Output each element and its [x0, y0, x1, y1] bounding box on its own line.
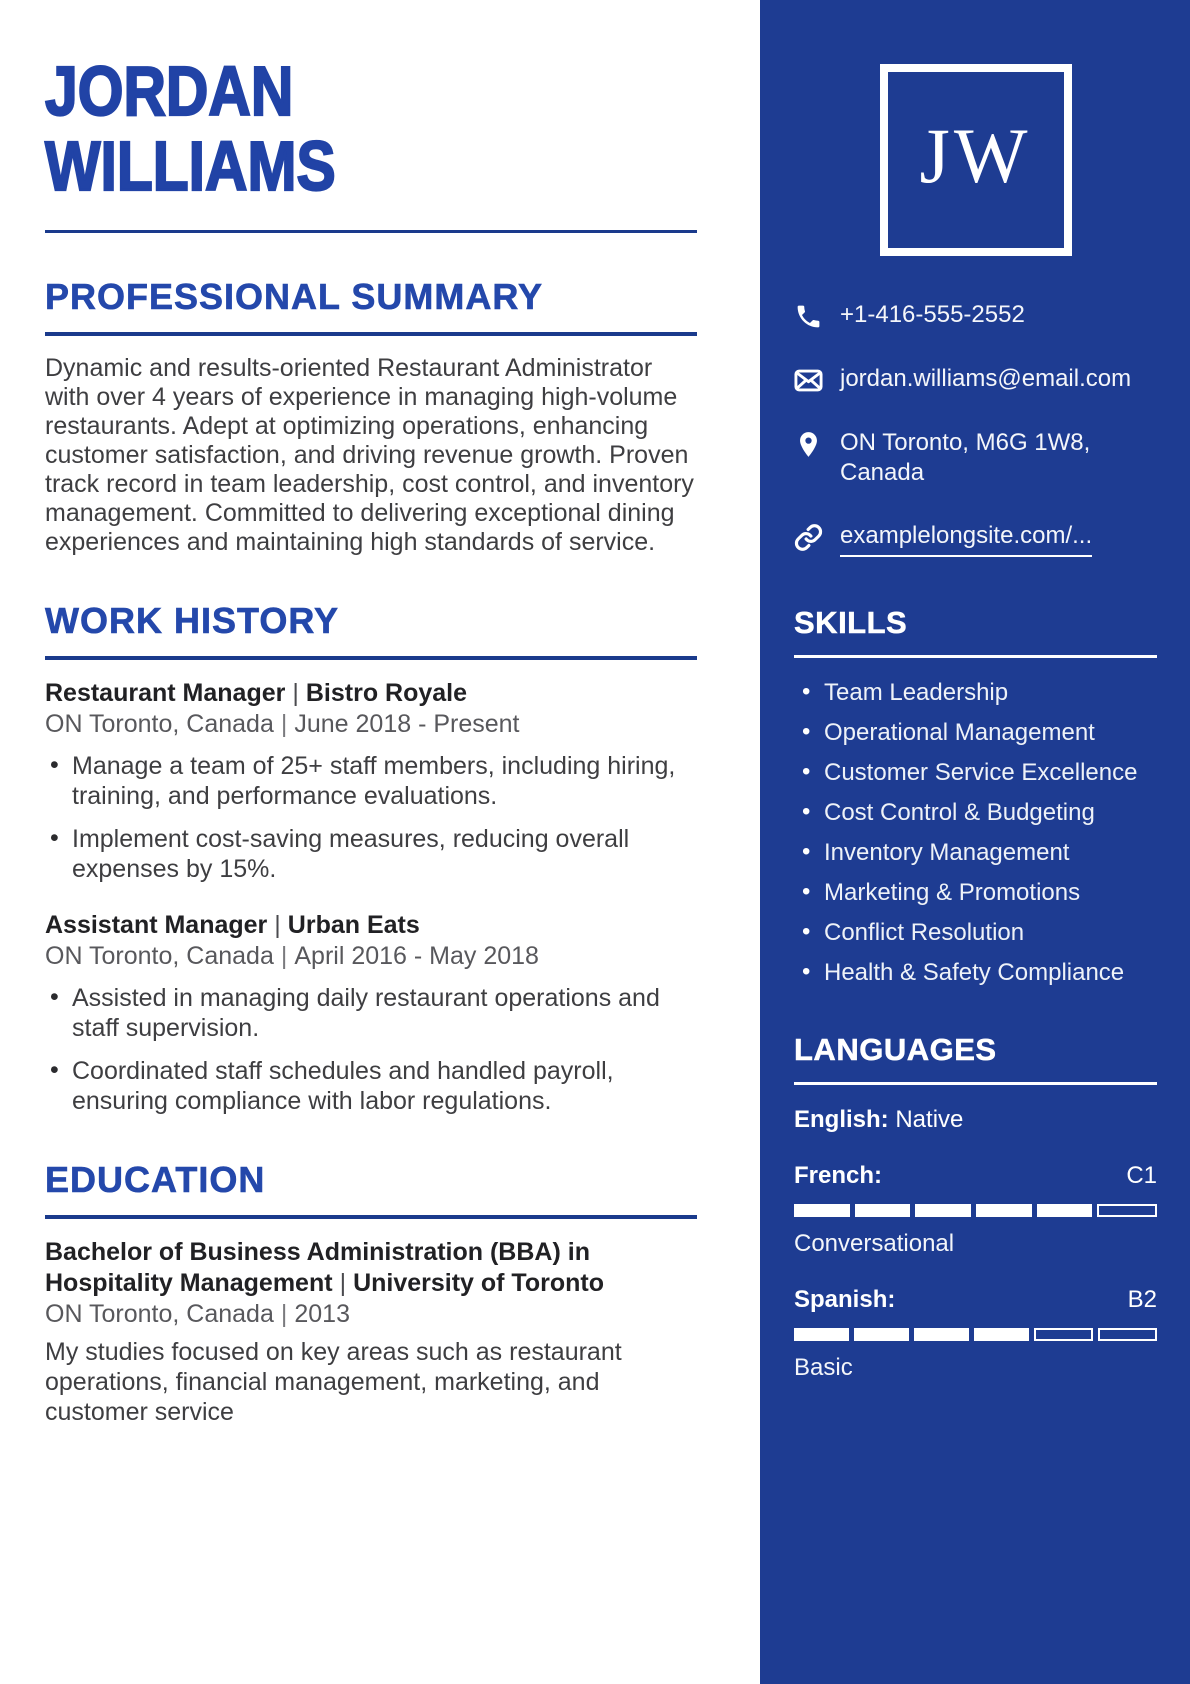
skill-item: • Inventory Management	[794, 838, 1157, 868]
job-bullet-list	[45, 983, 697, 1116]
email-address: jordan.williams@email.com	[840, 365, 1132, 392]
phone-number: +1-416-555-2552	[840, 301, 1025, 328]
skill-item: • Marketing & Promotions	[794, 878, 1157, 908]
language-english	[794, 1105, 1157, 1135]
contact-row-phone	[794, 300, 1157, 331]
bar-segment-filled	[976, 1204, 1032, 1217]
job-company: Bistro Royale	[305, 679, 468, 707]
bar-segment-filled	[855, 1204, 911, 1217]
summary-divider	[45, 332, 697, 336]
job-dates: June 2018 - Present	[294, 710, 520, 738]
section-title-summary: PROFESSIONAL SUMMARY	[45, 276, 544, 317]
contact-row-email	[794, 364, 1157, 395]
bar-segment-filled	[794, 1204, 850, 1217]
section-title-education: EDUCATION	[45, 1159, 266, 1200]
separator: |	[339, 1269, 347, 1297]
separator: |	[292, 679, 299, 707]
language-name: Spanish:	[794, 1286, 896, 1313]
language-proficiency-label: Conversational	[794, 1230, 955, 1257]
bar-segment-filled	[794, 1328, 849, 1341]
skill-item: • Conflict Resolution	[794, 918, 1157, 948]
job-title-line	[45, 678, 697, 709]
language-spanish	[794, 1285, 1157, 1383]
languages-divider	[794, 1082, 1157, 1085]
language-cefr-level: C1	[1126, 1162, 1157, 1189]
bar-segment-empty	[1034, 1328, 1093, 1341]
bar-segment-empty	[1097, 1204, 1157, 1217]
language-cefr-level: B2	[1127, 1286, 1157, 1313]
email-icon	[794, 366, 823, 395]
summary-text: Dynamic and results-oriented Restaurant Administrator with over 4 years of experience in managing high-volume restaurants. Adept at optimizing operations, enhancing customer satisfaction, and driving revenue growth. Proven track record in team leadership, cost control, and inventory management. Committed to delivering exceptional dining experiences and maintaining high standards of service.	[45, 354, 694, 556]
sidebar	[760, 0, 1190, 1684]
education-location: ON Toronto, Canada	[45, 1300, 274, 1328]
candidate-name	[45, 54, 593, 204]
monogram-initials: JW	[919, 112, 1032, 199]
main-column	[45, 0, 697, 1427]
skills-divider	[794, 655, 1157, 658]
separator: |	[280, 1300, 288, 1328]
job-location: ON Toronto, Canada	[45, 942, 274, 970]
section-title-work-history: WORK HISTORY	[45, 600, 340, 641]
skill-item: • Cost Control & Budgeting	[794, 798, 1157, 828]
job-bullet: • Assisted in managing daily restaurant operations and staff supervision.	[45, 983, 697, 1043]
language-row	[794, 1161, 1157, 1191]
candidate-last-name: WILLIAMS	[45, 127, 336, 205]
job-company: Urban Eats	[287, 911, 420, 939]
job-meta-line	[45, 941, 697, 972]
bar-segment-filled	[974, 1328, 1029, 1341]
website-link[interactable]: examplelongsite.com/...	[840, 521, 1092, 557]
work-history-divider	[45, 656, 697, 660]
job-entry	[45, 910, 697, 1116]
education-entry	[45, 1237, 697, 1427]
bar-segment-filled	[915, 1204, 971, 1217]
section-title-languages: LANGUAGES	[794, 1032, 997, 1067]
name-divider	[45, 230, 697, 233]
job-dates: April 2016 - May 2018	[294, 942, 539, 970]
contact-row-website	[794, 521, 1157, 557]
separator: |	[274, 911, 281, 939]
degree-line	[45, 1237, 665, 1299]
bar-segment-empty	[1098, 1328, 1157, 1341]
monogram-badge	[880, 64, 1072, 256]
language-proficiency-bar	[794, 1204, 1157, 1217]
job-role: Restaurant Manager	[45, 679, 286, 707]
language-row	[794, 1285, 1157, 1315]
education-meta-line	[45, 1299, 697, 1330]
skill-item: • Team Leadership	[794, 678, 1157, 708]
separator: |	[280, 710, 288, 738]
bar-segment-filled	[1037, 1204, 1093, 1217]
language-french	[794, 1161, 1157, 1259]
candidate-first-name: JORDAN	[45, 52, 294, 130]
mailing-address: ON Toronto, M6G 1W8, Canada	[840, 429, 1091, 486]
link-icon	[794, 523, 823, 552]
contact-row-location	[794, 428, 1157, 488]
location-icon	[794, 430, 823, 459]
language-proficiency-bar	[794, 1328, 1157, 1341]
degree-name: Bachelor of Business Administration (BBA) in Hospitality Management	[45, 1238, 590, 1297]
job-bullet: • Coordinated staff schedules and handled payroll, ensuring compliance with labor regulations.	[45, 1056, 697, 1116]
job-entry	[45, 678, 697, 884]
education-divider	[45, 1215, 697, 1219]
bar-segment-filled	[914, 1328, 969, 1341]
skill-item: • Operational Management	[794, 718, 1157, 748]
section-title-skills: SKILLS	[794, 605, 908, 640]
separator: |	[280, 942, 288, 970]
language-proficiency-label: Basic	[794, 1354, 853, 1381]
job-role: Assistant Manager	[45, 911, 268, 939]
education-dates: 2013	[294, 1300, 350, 1328]
skill-item: • Customer Service Excellence	[794, 758, 1157, 788]
school-name: University of Toronto	[353, 1269, 604, 1297]
language-name: English:	[794, 1106, 889, 1133]
education-description: My studies focused on key areas such as restaurant operations, financial management, marketing, and customer service	[45, 1338, 622, 1426]
job-location: ON Toronto, Canada	[45, 710, 274, 738]
job-bullet-list	[45, 751, 697, 884]
bar-segment-filled	[854, 1328, 909, 1341]
job-meta-line	[45, 709, 697, 740]
language-name: French:	[794, 1162, 883, 1189]
job-bullet: • Manage a team of 25+ staff members, including hiring, training, and performance evaluations.	[45, 751, 697, 811]
skill-item: • Health & Safety Compliance	[794, 958, 1157, 988]
contact-block	[794, 300, 1157, 557]
skills-list	[794, 678, 1157, 988]
job-bullet: • Implement cost-saving measures, reducing overall expenses by 15%.	[45, 824, 697, 884]
phone-icon	[794, 302, 823, 331]
job-title-line	[45, 910, 697, 941]
language-level: Native	[895, 1106, 964, 1133]
